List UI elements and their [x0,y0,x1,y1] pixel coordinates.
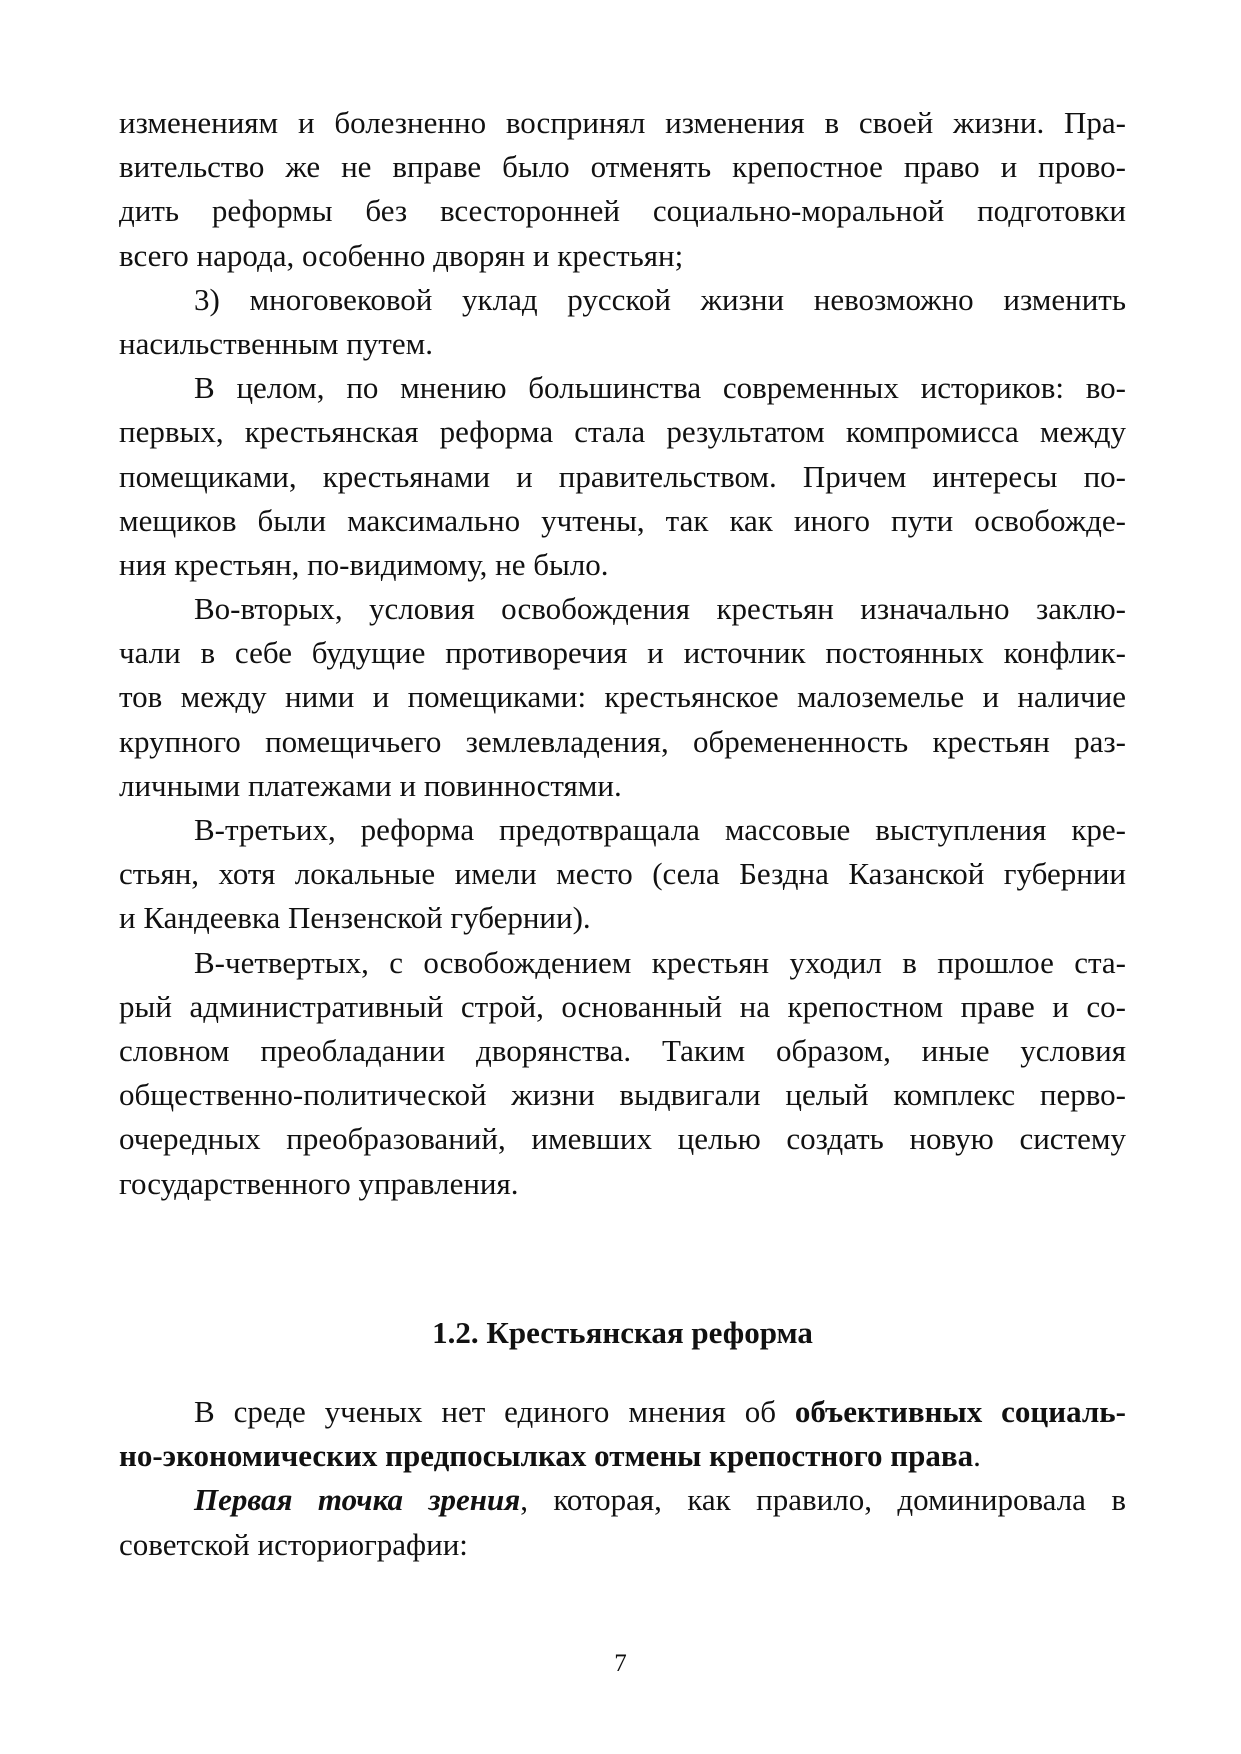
bold-text: но-экономических предпосылках отмены крепостного права [119,1438,974,1474]
text-line: личными платежами и повинностями. [119,767,622,803]
bold-text: объективных социаль- [794,1394,1126,1429]
body-text [119,101,1126,1206]
text-line: и Кандеевка Пензенской губернии). [119,900,591,936]
plain-text: . [973,1438,981,1474]
text-line: Во-вторых, условия освобождения крестьян изначально заклю- [194,591,1126,627]
section-heading: 1.2. Крестьянская реформа [432,1315,813,1350]
plain-text: В среде ученых нет единого мнения об [194,1394,795,1429]
text-line: очередных преобразований, имевших целью создать новую систему [119,1121,1126,1157]
text-line: всего народа, особенно дворян и крестьян; [119,237,684,273]
text-line: ния крестьян, по-видимому, не было. [119,546,609,582]
text-line: В-четвертых, с освобождением крестьян уходил в прошлое ста- [194,944,1126,980]
text-line: помещиками, крестьянами и правительством. Причем интересы по- [119,458,1126,494]
text-line: вительство же не вправе было отменять крепостное право и прово- [119,149,1126,185]
text-line: В целом, по мнению большинства современных историков: во- [194,370,1126,406]
text-line: словном преобладании дворянства. Таким образом, иные условия [119,1032,1126,1068]
text-line [119,1478,1126,1522]
bold-italic-text: Первая точка зрения [194,1482,521,1518]
text-line: насильственным путем. [119,325,433,361]
section-text [119,1390,1126,1567]
text-line: В-третьих, реформа предотвращала массовые выступления кре- [194,812,1126,847]
text-line [119,1434,1126,1478]
text-line: 3) многовековой уклад русской жизни невозможно изменить [194,281,1126,317]
page-number: 7 [614,1650,627,1677]
text-line [119,1390,1126,1434]
text-line: крупного помещичьего землевладения, обремененность крестьян раз- [119,723,1126,759]
text-line: стьян, хотя локальные имели место (села Бездна Казанской губернии [119,856,1126,892]
text-line: мещиков были максимально учтены, так как иного пути освобожде- [119,502,1126,538]
text-line: рый административный строй, основанный на крепостном праве и со- [119,988,1126,1024]
text-line: дить реформы без всесторонней социально-моральной подготовки [119,193,1126,229]
text-line: изменениям и болезненно воспринял изменения в своей жизни. Пра- [119,105,1126,140]
text-line: государственного управления. [119,1165,519,1201]
text-line: чали в себе будущие противоречия и источник постоянных конфлик- [119,635,1126,671]
text-line: первых, крестьянская реформа стала результатом компромисса между [119,414,1126,450]
text-line: общественно-политической жизни выдвигали целый комплекс перво- [119,1077,1126,1113]
text-line: советской историографии: [119,1526,468,1562]
plain-text: , которая, как правило, доминировала в [520,1482,1127,1518]
text-line: тов между ними и помещиками: крестьянское малоземелье и наличие [119,679,1126,715]
